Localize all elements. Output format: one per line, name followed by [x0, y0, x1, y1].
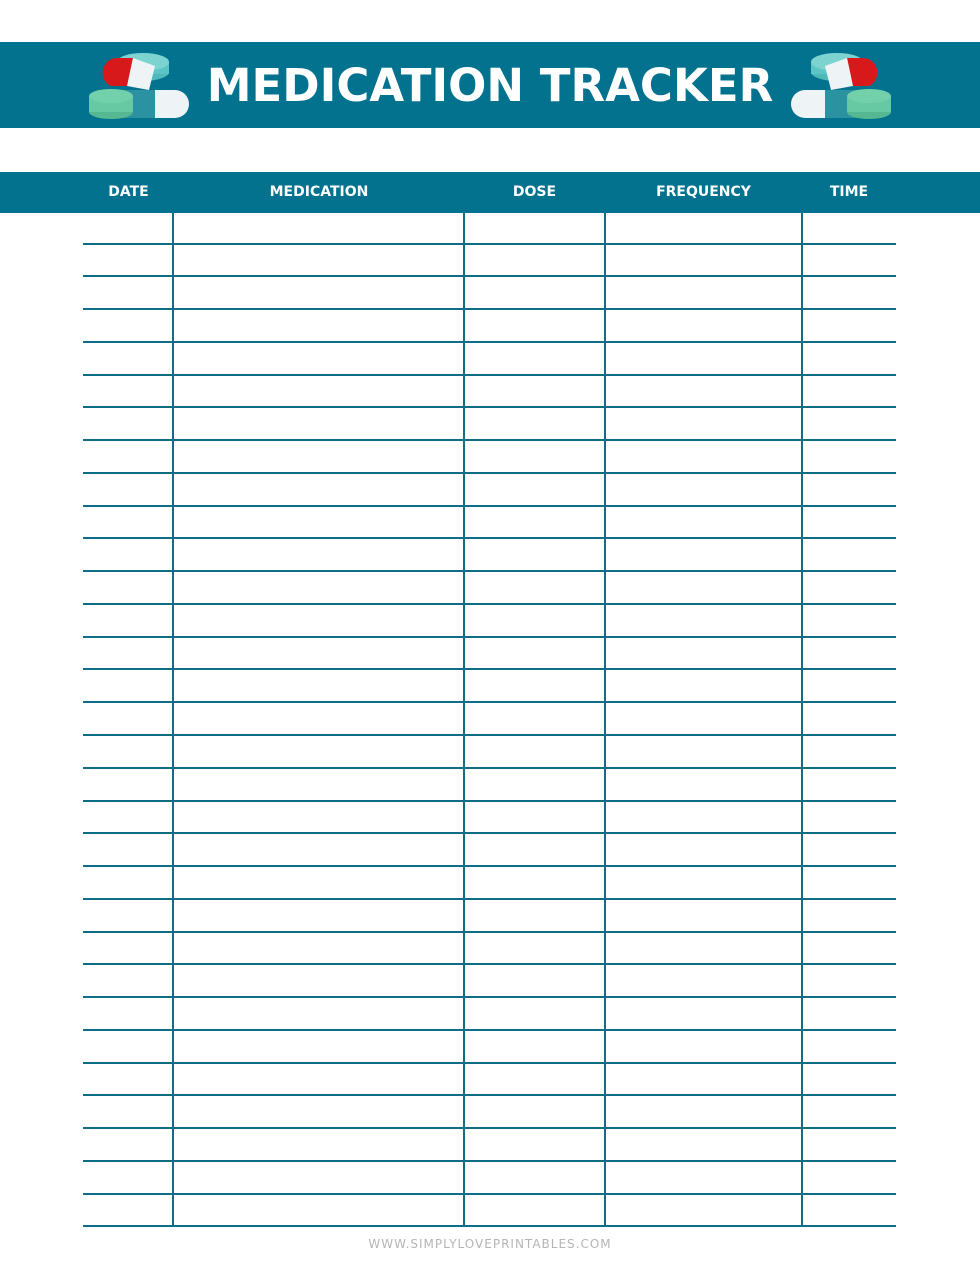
cell-frequency[interactable] [606, 474, 801, 505]
cell-dose[interactable] [465, 834, 604, 865]
cell-medication[interactable] [174, 736, 463, 767]
cell-dose[interactable] [465, 1031, 604, 1062]
cell-date[interactable] [83, 539, 173, 570]
cell-medication[interactable] [174, 900, 463, 931]
cell-date[interactable] [83, 310, 173, 341]
cell-medication[interactable] [174, 245, 463, 276]
pills-icon [785, 50, 897, 120]
footer-website: WWW.SIMPLYLOVEPRINTABLES.COM [368, 1237, 612, 1251]
cell-date[interactable] [83, 474, 173, 505]
cell-frequency[interactable] [606, 310, 801, 341]
cell-frequency[interactable] [606, 539, 801, 570]
cell-date[interactable] [83, 1031, 173, 1062]
table-row [83, 1064, 896, 1097]
cell-time[interactable] [803, 670, 896, 701]
table-row [83, 408, 896, 441]
cell-time[interactable] [803, 638, 896, 669]
cell-medication[interactable] [174, 703, 463, 734]
cell-frequency[interactable] [606, 965, 801, 996]
cell-date[interactable] [83, 670, 173, 701]
cell-date[interactable] [83, 1129, 173, 1160]
table-row [83, 834, 896, 867]
cell-frequency[interactable] [606, 1031, 801, 1062]
table-row [83, 802, 896, 835]
cell-time[interactable] [803, 933, 896, 964]
cell-medication[interactable] [174, 998, 463, 1029]
cell-medication[interactable] [174, 933, 463, 964]
table-row [83, 736, 896, 769]
cell-medication[interactable] [174, 834, 463, 865]
cell-medication[interactable] [174, 213, 463, 243]
cell-frequency[interactable] [606, 1162, 801, 1193]
cell-time[interactable] [803, 703, 896, 734]
cell-medication[interactable] [174, 539, 463, 570]
cell-date[interactable] [83, 605, 173, 636]
column-header-time: TIME [829, 184, 869, 200]
cell-frequency[interactable] [606, 670, 801, 701]
cell-time[interactable] [803, 1162, 896, 1193]
cell-medication[interactable] [174, 474, 463, 505]
cell-date[interactable] [83, 1162, 173, 1193]
table-row [83, 441, 896, 474]
cell-dose[interactable] [465, 474, 604, 505]
cell-dose[interactable] [465, 703, 604, 734]
cell-time[interactable] [803, 539, 896, 570]
table-row [83, 703, 896, 736]
cell-date[interactable] [83, 376, 173, 407]
cell-dose[interactable] [465, 933, 604, 964]
cell-date[interactable] [83, 998, 173, 1029]
cell-medication[interactable] [174, 310, 463, 341]
cell-date[interactable] [83, 802, 173, 833]
cell-date[interactable] [83, 245, 173, 276]
table-row [83, 507, 896, 540]
cell-dose[interactable] [465, 605, 604, 636]
cell-dose[interactable] [465, 900, 604, 931]
cell-frequency[interactable] [606, 638, 801, 669]
cell-time[interactable] [803, 900, 896, 931]
cell-medication[interactable] [174, 441, 463, 472]
cell-dose[interactable] [465, 736, 604, 767]
cell-frequency[interactable] [606, 769, 801, 800]
cell-date[interactable] [83, 1195, 173, 1226]
cell-dose[interactable] [465, 441, 604, 472]
cell-medication[interactable] [174, 376, 463, 407]
cell-date[interactable] [83, 277, 173, 308]
cell-frequency[interactable] [606, 441, 801, 472]
cell-medication[interactable] [174, 408, 463, 439]
cell-dose[interactable] [465, 376, 604, 407]
cell-frequency[interactable] [606, 376, 801, 407]
cell-time[interactable] [803, 1064, 896, 1095]
cell-dose[interactable] [465, 1162, 604, 1193]
cell-date[interactable] [83, 736, 173, 767]
cell-frequency[interactable] [606, 507, 801, 538]
cell-medication[interactable] [174, 965, 463, 996]
cell-frequency[interactable] [606, 1064, 801, 1095]
table-row [83, 867, 896, 900]
column-header-medication: MEDICATION [269, 184, 369, 200]
cell-medication[interactable] [174, 769, 463, 800]
cell-date[interactable] [83, 933, 173, 964]
cell-frequency[interactable] [606, 802, 801, 833]
cell-time[interactable] [803, 736, 896, 767]
cell-date[interactable] [83, 965, 173, 996]
cell-time[interactable] [803, 834, 896, 865]
cell-time[interactable] [803, 1195, 896, 1226]
title-banner [0, 42, 980, 128]
cell-date[interactable] [83, 507, 173, 538]
cell-dose[interactable] [465, 245, 604, 276]
cell-frequency[interactable] [606, 736, 801, 767]
table-row [83, 1096, 896, 1129]
cell-time[interactable] [803, 507, 896, 538]
cell-dose[interactable] [465, 408, 604, 439]
cell-frequency[interactable] [606, 703, 801, 734]
table-row [83, 998, 896, 1031]
cell-time[interactable] [803, 605, 896, 636]
cell-dose[interactable] [465, 310, 604, 341]
table-row [83, 670, 896, 703]
cell-time[interactable] [803, 1129, 896, 1160]
cell-medication[interactable] [174, 1129, 463, 1160]
table-row [83, 572, 896, 605]
table-header [0, 172, 980, 213]
cell-frequency[interactable] [606, 1195, 801, 1226]
cell-time[interactable] [803, 769, 896, 800]
column-header-date: DATE [108, 184, 149, 200]
cell-dose[interactable] [465, 572, 604, 603]
table-row [83, 1129, 896, 1162]
cell-date[interactable] [83, 441, 173, 472]
cell-dose[interactable] [465, 343, 604, 374]
cell-dose[interactable] [465, 802, 604, 833]
cell-date[interactable] [83, 1064, 173, 1095]
cell-medication[interactable] [174, 1031, 463, 1062]
cell-frequency[interactable] [606, 900, 801, 931]
cell-date[interactable] [83, 703, 173, 734]
column-header-frequency: FREQUENCY [656, 184, 751, 200]
page-title: MEDICATION TRACKER [206, 58, 774, 112]
cell-time[interactable] [803, 277, 896, 308]
cell-frequency[interactable] [606, 245, 801, 276]
cell-dose[interactable] [465, 769, 604, 800]
cell-date[interactable] [83, 213, 173, 243]
cell-time[interactable] [803, 572, 896, 603]
cell-time[interactable] [803, 965, 896, 996]
cell-frequency[interactable] [606, 1129, 801, 1160]
cell-dose[interactable] [465, 277, 604, 308]
cell-date[interactable] [83, 834, 173, 865]
cell-time[interactable] [803, 343, 896, 374]
cell-medication[interactable] [174, 802, 463, 833]
table-row [83, 900, 896, 933]
cell-medication[interactable] [174, 1096, 463, 1127]
cell-medication[interactable] [174, 343, 463, 374]
cell-frequency[interactable] [606, 572, 801, 603]
table-row [83, 965, 896, 998]
cell-date[interactable] [83, 638, 173, 669]
cell-medication[interactable] [174, 670, 463, 701]
cell-date[interactable] [83, 1096, 173, 1127]
tracker-table [83, 213, 896, 1227]
cell-medication[interactable] [174, 1162, 463, 1193]
pills-icon [83, 50, 195, 120]
column-header-dose: DOSE [512, 184, 557, 200]
cell-dose[interactable] [465, 1129, 604, 1160]
table-row [83, 605, 896, 638]
cell-dose[interactable] [465, 998, 604, 1029]
table-row [83, 213, 896, 245]
cell-dose[interactable] [465, 638, 604, 669]
table-row [83, 376, 896, 409]
cell-time[interactable] [803, 867, 896, 898]
cell-frequency[interactable] [606, 998, 801, 1029]
table-row [83, 474, 896, 507]
cell-date[interactable] [83, 408, 173, 439]
cell-dose[interactable] [465, 1064, 604, 1095]
cell-date[interactable] [83, 343, 173, 374]
cell-dose[interactable] [465, 867, 604, 898]
table-row [83, 277, 896, 310]
cell-frequency[interactable] [606, 277, 801, 308]
cell-frequency[interactable] [606, 933, 801, 964]
table-row [83, 343, 896, 376]
cell-date[interactable] [83, 900, 173, 931]
cell-date[interactable] [83, 572, 173, 603]
cell-time[interactable] [803, 1096, 896, 1127]
cell-medication[interactable] [174, 638, 463, 669]
cell-medication[interactable] [174, 572, 463, 603]
cell-date[interactable] [83, 867, 173, 898]
table-row [83, 769, 896, 802]
cell-time[interactable] [803, 474, 896, 505]
cell-medication[interactable] [174, 605, 463, 636]
cell-dose[interactable] [465, 965, 604, 996]
cell-time[interactable] [803, 998, 896, 1029]
cell-dose[interactable] [465, 1195, 604, 1226]
cell-date[interactable] [83, 769, 173, 800]
cell-time[interactable] [803, 213, 896, 243]
table-row [83, 1195, 896, 1228]
cell-frequency[interactable] [606, 867, 801, 898]
cell-time[interactable] [803, 376, 896, 407]
cell-medication[interactable] [174, 1195, 463, 1226]
table-row [83, 310, 896, 343]
table-row [83, 933, 896, 966]
table-row [83, 1031, 896, 1064]
table-row [83, 539, 896, 572]
cell-dose[interactable] [465, 213, 604, 243]
cell-dose[interactable] [465, 539, 604, 570]
cell-dose[interactable] [465, 670, 604, 701]
cell-frequency[interactable] [606, 605, 801, 636]
cell-time[interactable] [803, 408, 896, 439]
cell-time[interactable] [803, 441, 896, 472]
cell-medication[interactable] [174, 1064, 463, 1095]
table-row [83, 245, 896, 278]
cell-medication[interactable] [174, 507, 463, 538]
table-row [83, 1162, 896, 1195]
cell-frequency[interactable] [606, 343, 801, 374]
cell-frequency[interactable] [606, 213, 801, 243]
cell-time[interactable] [803, 802, 896, 833]
cell-dose[interactable] [465, 1096, 604, 1127]
cell-time[interactable] [803, 1031, 896, 1062]
cell-medication[interactable] [174, 277, 463, 308]
cell-frequency[interactable] [606, 408, 801, 439]
cell-dose[interactable] [465, 507, 604, 538]
table-row [83, 638, 896, 671]
cell-frequency[interactable] [606, 1096, 801, 1127]
cell-time[interactable] [803, 245, 896, 276]
cell-frequency[interactable] [606, 834, 801, 865]
cell-medication[interactable] [174, 867, 463, 898]
cell-time[interactable] [803, 310, 896, 341]
